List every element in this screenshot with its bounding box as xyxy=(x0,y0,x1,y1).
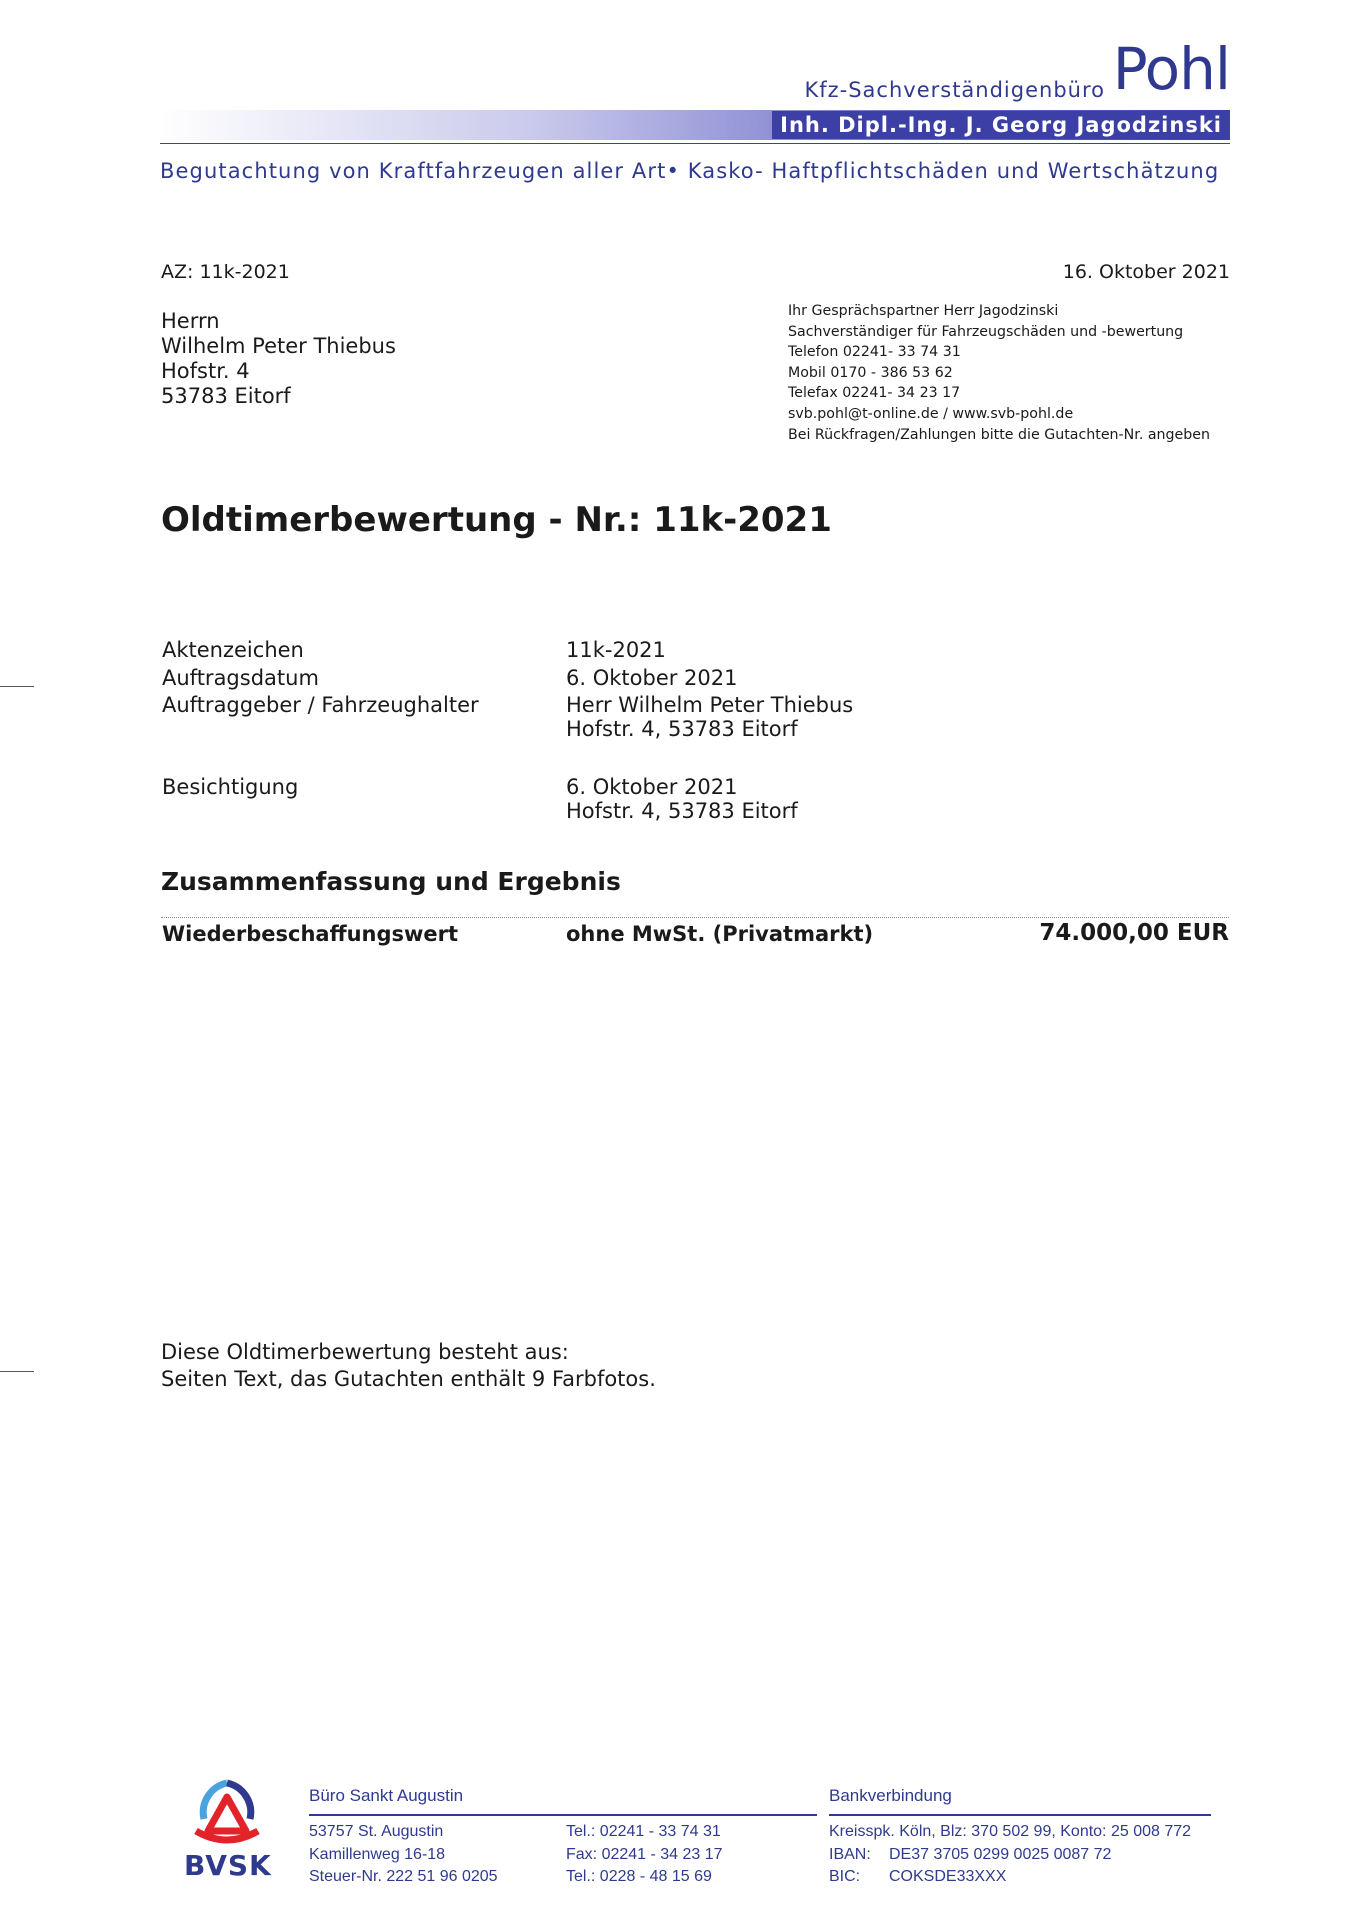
result-label: Wiederbeschaffungswert xyxy=(162,922,459,946)
result-amount: 74.000,00 EUR xyxy=(1039,920,1229,946)
auftraggeber-label: Auftraggeber / Fahrzeughalter xyxy=(162,693,479,717)
summary-divider xyxy=(161,917,1229,918)
aktenzeichen-label: Aktenzeichen xyxy=(162,638,304,662)
auftraggeber-name: Herr Wilhelm Peter Thiebus xyxy=(566,693,854,717)
recipient-city: 53783 Eitorf xyxy=(161,384,291,408)
besichtigung-address: Hofstr. 4, 53783 Eitorf xyxy=(566,799,798,823)
footer-bank-block xyxy=(829,1821,1191,1889)
office-label: Kfz-Sachverständigenbüro xyxy=(804,78,1105,102)
footer-phone-2: Tel.: 0228 - 48 15 69 xyxy=(566,1868,712,1885)
recipient-street: Hofstr. 4 xyxy=(161,359,250,383)
contact-web: svb.pohl@t-online.de / www.svb-pohl.de xyxy=(788,405,1074,422)
bvsk-triangle-icon xyxy=(184,1775,270,1847)
summary-heading: Zusammenfassung und Ergebnis xyxy=(161,867,621,896)
footer-bank-rule xyxy=(829,1814,1211,1816)
besichtigung-date: 6. Oktober 2021 xyxy=(566,775,738,799)
footer-office-city: 53757 St. Augustin xyxy=(309,1823,444,1840)
footer-office-heading: Büro Sankt Augustin xyxy=(309,1786,464,1805)
bvsk-logo xyxy=(184,1775,272,1882)
footer-office-rule xyxy=(309,1814,817,1816)
bvsk-logo-text: BVSK xyxy=(184,1849,272,1882)
footer-phone-block xyxy=(566,1821,723,1889)
result-description: ohne MwSt. (Privatmarkt) xyxy=(566,922,874,946)
fold-mark-top xyxy=(0,686,34,687)
composition-line-2: Seiten Text, das Gutachten enthält 9 Farbfotos. xyxy=(161,1367,656,1391)
recipient-address xyxy=(161,309,396,409)
footer-office-street: Kamillenweg 16-18 xyxy=(309,1845,446,1863)
contact-mobile: Mobil 0170 - 386 53 62 xyxy=(788,364,953,381)
footer-iban-value: DE37 3705 0299 0025 0087 72 xyxy=(889,1845,1112,1863)
contact-block xyxy=(788,301,1210,445)
footer-iban-row xyxy=(829,1844,1191,1867)
auftraggeber-address: Hofstr. 4, 53783 Eitorf xyxy=(566,717,798,741)
footer-iban-label: IBAN: xyxy=(829,1845,871,1863)
contact-fax: Telefax 02241- 34 23 17 xyxy=(788,385,961,402)
contact-person: Ihr Gesprächspartner Herr Jagodzinski xyxy=(788,303,1059,319)
recipient-salutation: Herrn xyxy=(161,309,220,333)
recipient-name: Wilhelm Peter Thiebus xyxy=(161,334,396,358)
auftragsdatum-label: Auftragsdatum xyxy=(162,666,319,690)
contact-note: Bei Rückfragen/Zahlungen bitte die Gutachten-Nr. angeben xyxy=(788,426,1210,443)
footer-office-address xyxy=(309,1821,498,1889)
footer-phone-1: Tel.: 02241 - 33 74 31 xyxy=(566,1823,721,1840)
letterhead-rule xyxy=(160,143,1230,144)
footer-fax: Fax: 02241 - 34 23 17 xyxy=(566,1845,723,1863)
az-reference: AZ: 11k-2021 xyxy=(161,261,290,283)
document-title: Oldtimerbewertung - Nr.: 11k-2021 xyxy=(161,500,832,540)
fold-mark-bottom xyxy=(0,1371,34,1372)
footer-bic-row xyxy=(829,1866,1191,1889)
contact-phone: Telefon 02241- 33 74 31 xyxy=(788,344,961,361)
brand-name: Pohl xyxy=(1112,35,1230,103)
tagline: Begutachtung von Kraftfahrzeugen aller Art• Kasko- Haftpflichtschäden und Wertschätzung xyxy=(160,159,1220,183)
letter-date: 16. Oktober 2021 xyxy=(1062,261,1230,283)
footer-office-tax: Steuer-Nr. 222 51 96 0205 xyxy=(309,1868,498,1885)
auftragsdatum-value: 6. Oktober 2021 xyxy=(566,666,738,690)
footer-bank-line: Kreisspk. Köln, Blz: 370 502 99, Konto: 25 008 772 xyxy=(829,1823,1192,1840)
besichtigung-label: Besichtigung xyxy=(162,775,299,799)
owner-line: Inh. Dipl.-Ing. J. Georg Jagodzinski xyxy=(772,111,1230,139)
contact-role: Sachverständiger für Fahrzeugschäden und -bewertung xyxy=(788,323,1184,340)
aktenzeichen-value: 11k-2021 xyxy=(566,638,666,662)
composition-line-1: Diese Oldtimerbewertung besteht aus: xyxy=(161,1340,569,1364)
composition-note xyxy=(161,1339,656,1393)
footer-bic-value: COKSDE33XXX xyxy=(889,1868,1007,1885)
footer-bic-label: BIC: xyxy=(829,1868,861,1885)
footer-bank-heading: Bankverbindung xyxy=(829,1786,952,1805)
